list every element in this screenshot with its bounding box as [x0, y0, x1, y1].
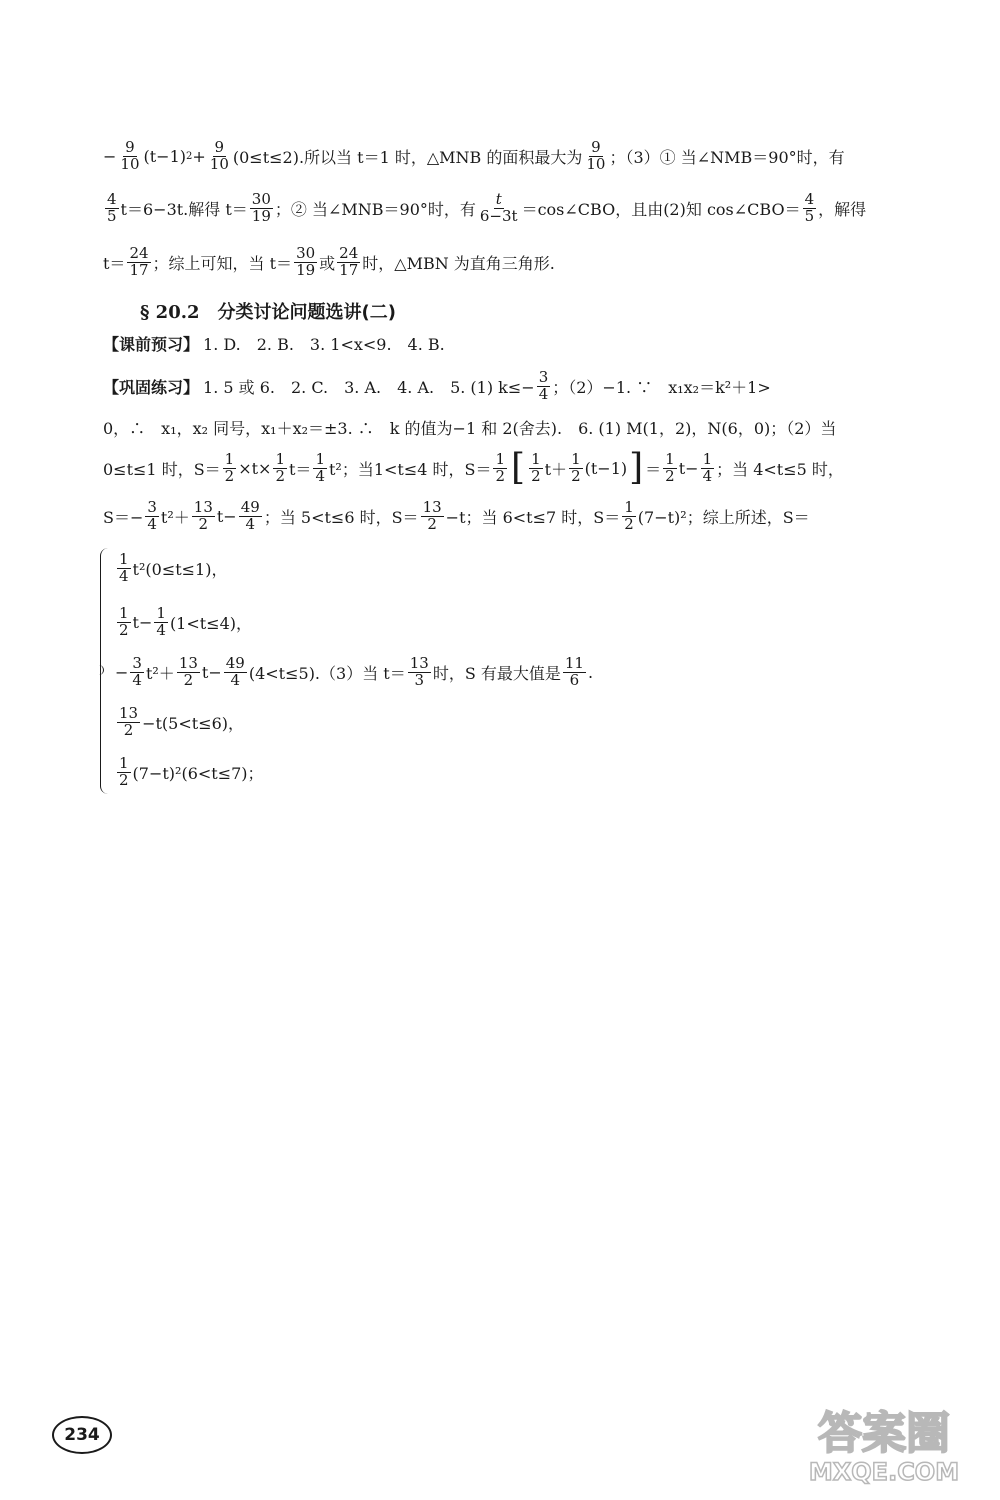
text: 0，∴ x₁，x₂ 同号，x₁＋x₂＝±3. ∴ k 的值为−1 和 2(舍去). 6. (1) M(1，2)，N(6，0)；（2）当 [103, 419, 837, 438]
text: ；（2）−1. ∵ x₁x₂＝k²＋1> [552, 377, 771, 397]
text: t− [201, 662, 222, 682]
text: ＝cos∠CBO，且由(2)知 cos∠CBO＝ [521, 199, 801, 219]
text: + [192, 146, 206, 166]
fraction: $\frac{t}{6-3t}$ [479, 190, 518, 225]
text: ×t× [238, 458, 272, 478]
fraction: $\frac{24}{17}$ [339, 244, 359, 279]
fraction: $\frac{24}{17}$ [129, 244, 149, 279]
fraction: $\frac{49}{4}$ [240, 498, 260, 533]
fraction: $\frac{9}{10}$ [120, 138, 140, 173]
text: ；当 4<t≤5 时， [716, 459, 844, 479]
text: ＝ [645, 459, 662, 479]
text: S＝− [103, 507, 144, 527]
text: 时，S 有最大值是 [432, 663, 561, 683]
text: 1. 5 或 6. 2. C. 3. A. 4. A. 5. (1) k≤− [203, 377, 535, 397]
answer-line-8 [103, 500, 933, 533]
text: (0≤t≤2).所以当 t＝1 时，△MNB 的面积最大为 [232, 147, 583, 167]
answer-line-2 [103, 192, 933, 225]
fraction: $\frac{30}{19}$ [251, 190, 271, 225]
text: 0≤t≤1 时，S＝ [103, 459, 221, 479]
text: ；② 当∠MNB＝90°时，有 [274, 199, 476, 219]
section-number: § 20.2 [140, 302, 200, 323]
text: − [115, 662, 129, 682]
section-title: 分类讨论问题选讲(二) [217, 302, 396, 323]
text: ，解得 [818, 199, 867, 219]
watermark-url: MXQE.COM [808, 1458, 960, 1486]
fraction: $\frac{1}{2}$ [665, 449, 675, 485]
fraction: $\frac{11}{6}$ [564, 654, 584, 689]
text: ；（3）① 当∠NMB＝90°时，有 [609, 147, 845, 167]
text: 1. D. 2. B. 3. 1<x<9. 4. B. [203, 335, 445, 354]
text: −t(5<t≤6)， [142, 713, 245, 733]
text: t²；当1<t≤4 时，S＝ [328, 459, 492, 479]
fraction: $\frac{1}{4}$ [119, 550, 129, 585]
fraction: $\frac{1}{4}$ [702, 449, 713, 485]
fraction: $\frac{1}{2}$ [495, 449, 506, 485]
piecewise-case-1 [115, 552, 227, 585]
fraction: $\frac{4}{5}$ [107, 190, 117, 225]
fraction: $\frac{3}{4}$ [147, 498, 157, 533]
fraction: $\frac{3}{4}$ [132, 654, 142, 689]
section-heading [140, 298, 396, 324]
piecewise-case-5 [115, 756, 264, 789]
text: t− [678, 458, 699, 478]
text: t²(0≤t≤1)， [132, 559, 228, 579]
fraction: $\frac{3}{4}$ [538, 368, 549, 403]
fraction: $\frac{1}{2}$ [531, 449, 541, 485]
watermark-logo-text: 答案圈 [818, 1408, 950, 1459]
text: t＋ [544, 459, 568, 479]
piecewise-case-4 [115, 706, 244, 739]
fraction: $\frac{1}{4}$ [156, 604, 166, 639]
text: t＝ [289, 459, 312, 479]
fraction: $\frac{30}{19}$ [296, 244, 316, 279]
fraction: $\frac{13}{2}$ [193, 498, 213, 533]
text: t²＋ [160, 507, 190, 527]
text: (7−t)²；综上所述，S＝ [637, 507, 810, 527]
text: t− [216, 506, 237, 526]
fraction: $\frac{1}{4}$ [315, 449, 325, 485]
answer-line-5 [103, 370, 933, 403]
text: 时，△MBN 为直角三角形. [362, 253, 555, 273]
piecewise-case-3 [115, 656, 593, 689]
answer-line-3 [103, 246, 933, 279]
fraction: $\frac{1}{2}$ [119, 604, 129, 639]
fraction: $\frac{9}{10}$ [209, 138, 229, 173]
text: t− [132, 612, 153, 632]
text: (7−t)²(6<t≤7)； [132, 763, 264, 783]
fraction: $\frac{13}{2}$ [119, 704, 139, 739]
tag-practice: 【巩固练习】 [103, 377, 200, 397]
fraction: $\frac{1}{2}$ [624, 498, 634, 533]
fraction: $\frac{49}{4}$ [225, 654, 245, 689]
text: −t；当 6<t≤7 时，S＝ [445, 507, 621, 527]
text: (4<t≤5).（3）当 t＝ [248, 663, 406, 683]
text: t²＋ [145, 663, 175, 683]
text: t＝ [103, 253, 126, 273]
text: . [587, 662, 594, 682]
tag-preview: 【课前预习】 [103, 335, 200, 354]
answer-line-1: − $\frac{9}{10}$ (t−1) 2 + $\frac{9}{10}$ (0≤t≤2).所以当 t＝1 时，△MNB 的面积最大为 $\frac{9}{10}$ ；（3）① 当∠NMB＝90°时，有 [103, 138, 845, 173]
text: (t−1) [584, 458, 628, 478]
fraction: $\frac{4}{5}$ [804, 190, 815, 225]
text: − [103, 146, 117, 166]
fraction: $\frac{9}{10}$ [586, 138, 606, 173]
piecewise-case-2 [115, 606, 252, 639]
text: ；当 5<t≤6 时，S＝ [263, 507, 419, 527]
fraction: $\frac{1}{2}$ [571, 449, 581, 485]
fraction: $\frac{1}{2}$ [119, 754, 129, 789]
answer-line-7 [103, 447, 933, 488]
fraction: $\frac{13}{2}$ [422, 498, 442, 533]
preview-answers [103, 332, 933, 355]
fraction: $\frac{1}{2}$ [275, 449, 285, 485]
text: (1<t≤4)， [169, 613, 253, 633]
fraction: $\frac{13}{2}$ [178, 654, 198, 689]
watermark-logo [784, 1396, 984, 1488]
bracket-left: [ [511, 447, 526, 488]
answer-line-6 [103, 416, 933, 439]
fraction: $\frac{13}{3}$ [409, 654, 429, 689]
text: 或 [319, 253, 336, 273]
text: ；综上可知，当 t＝ [152, 253, 293, 273]
page-number: 234 [52, 1416, 112, 1454]
bracket-right: ] [629, 447, 644, 488]
fraction: $\frac{1}{2}$ [224, 449, 235, 485]
text: (t−1) [143, 146, 186, 166]
text: t＝6−3t.解得 t＝ [120, 199, 248, 219]
